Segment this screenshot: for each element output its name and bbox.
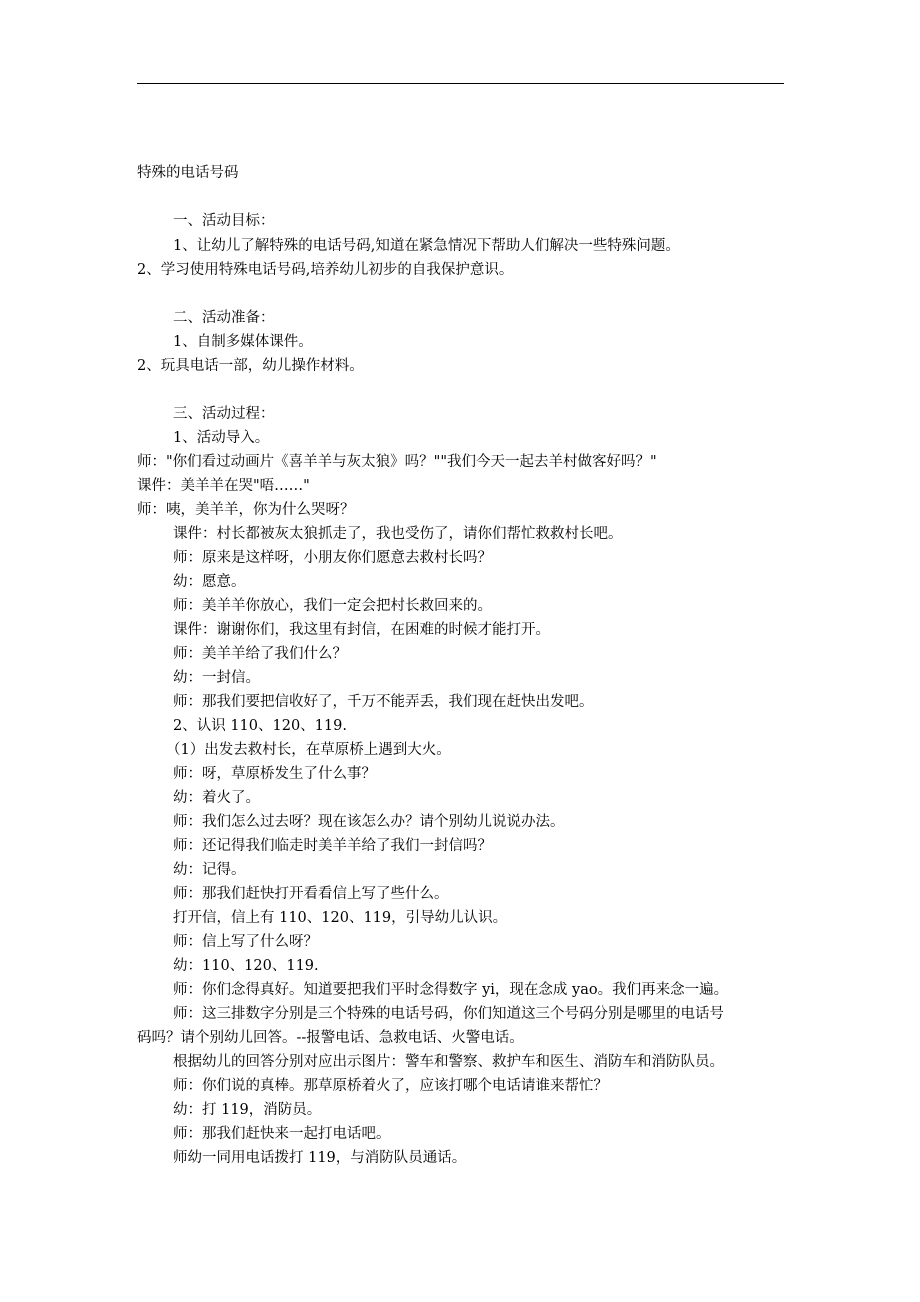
body-line: 打开信，信上有 110、120、119，引导幼儿认识。 (173, 910, 508, 926)
body-line: 码吗？请个别幼儿回答。--报警电话、急救电话、火警电话。 (137, 1030, 524, 1046)
body-line: 师：呀，草原桥发生了什么事？ (173, 766, 376, 782)
body-line: 1、自制多媒体课件。 (173, 334, 313, 350)
section-heading: 一、活动目标： (173, 213, 275, 229)
body-line: 幼：110、120、119. (173, 958, 319, 974)
document-title: 特殊的电话号码 (137, 165, 239, 181)
body-line: 幼：一封信。 (173, 670, 260, 686)
body-line: 课件：美羊羊在哭"唔……" (137, 478, 310, 494)
body-line: 幼：着火了。 (173, 790, 260, 806)
body-line: 师：信上写了什么呀？ (173, 934, 318, 950)
section-heading: 二、活动准备： (173, 310, 275, 326)
body-line: 师：你们说的真棒。那草原桥着火了，应该打哪个电话请谁来帮忙？ (173, 1078, 608, 1094)
body-line: 师：你们念得真好。知道要把我们平时念得数字 yi，现在念成 yao。我们再来念一遍。 (173, 982, 729, 998)
body-line: 幼：愿意。 (173, 574, 246, 590)
body-line: 师：这三排数字分别是三个特殊的电话号码，你们知道这三个号码分别是哪里的电话号 (173, 1006, 724, 1022)
body-line: 课件：村长都被灰太狼抓走了，我也受伤了，请你们帮忙救救村长吧。 (173, 526, 623, 542)
body-line: 2、认识 110、120、119. (173, 718, 347, 734)
section-heading: 三、活动过程： (173, 406, 275, 422)
body-line: 2、学习使用特殊电话号码,培养幼儿初步的自我保护意识。 (137, 262, 514, 278)
body-line: 师：那我们赶快来一起打电话吧。 (173, 1126, 391, 1142)
body-line: 根据幼儿的回答分别对应出示图片：警车和警察、救护车和医生、消防车和消防队员。 (173, 1054, 724, 1070)
body-line: 幼：记得。 (173, 862, 246, 878)
body-line: 2、玩具电话一部，幼儿操作材料。 (137, 358, 364, 374)
body-line: 课件：谢谢你们，我这里有封信，在困难的时候才能打开。 (173, 622, 550, 638)
body-line: 幼：打 119，消防员。 (173, 1102, 322, 1118)
body-line: 师：那我们赶快打开看看信上写了些什么。 (173, 886, 449, 902)
header-rule (137, 83, 784, 84)
body-line: 师：咦，美羊羊，你为什么哭呀？ (137, 502, 355, 518)
body-line: （1）出发去救村长，在草原桥上遇到大火。 (166, 742, 451, 758)
body-line: 师幼一同用电话拨打 119，与消防队员通话。 (173, 1150, 467, 1166)
body-line: 师：还记得我们临走时美羊羊给了我们一封信吗？ (173, 838, 492, 854)
body-line: 师：我们怎么过去呀？现在该怎么办？请个别幼儿说说办法。 (173, 814, 565, 830)
body-line: 1、活动导入。 (173, 430, 270, 446)
body-line: 师：原来是这样呀，小朋友你们愿意去救村长吗？ (173, 550, 492, 566)
body-line: 师：美羊羊给了我们什么？ (173, 646, 347, 662)
body-line: 师："你们看过动画片《喜羊羊与灰太狼》吗？""我们今天一起去羊村做客好吗？" (137, 454, 657, 470)
body-line: 师：那我们要把信收好了，千万不能弄丢，我们现在赶快出发吧。 (173, 694, 594, 710)
body-line: 1、让幼儿了解特殊的电话号码,知道在紧急情况下帮助人们解决一些特殊问题。 (173, 238, 680, 254)
body-line: 师：美羊羊你放心，我们一定会把村长救回来的。 (173, 598, 492, 614)
